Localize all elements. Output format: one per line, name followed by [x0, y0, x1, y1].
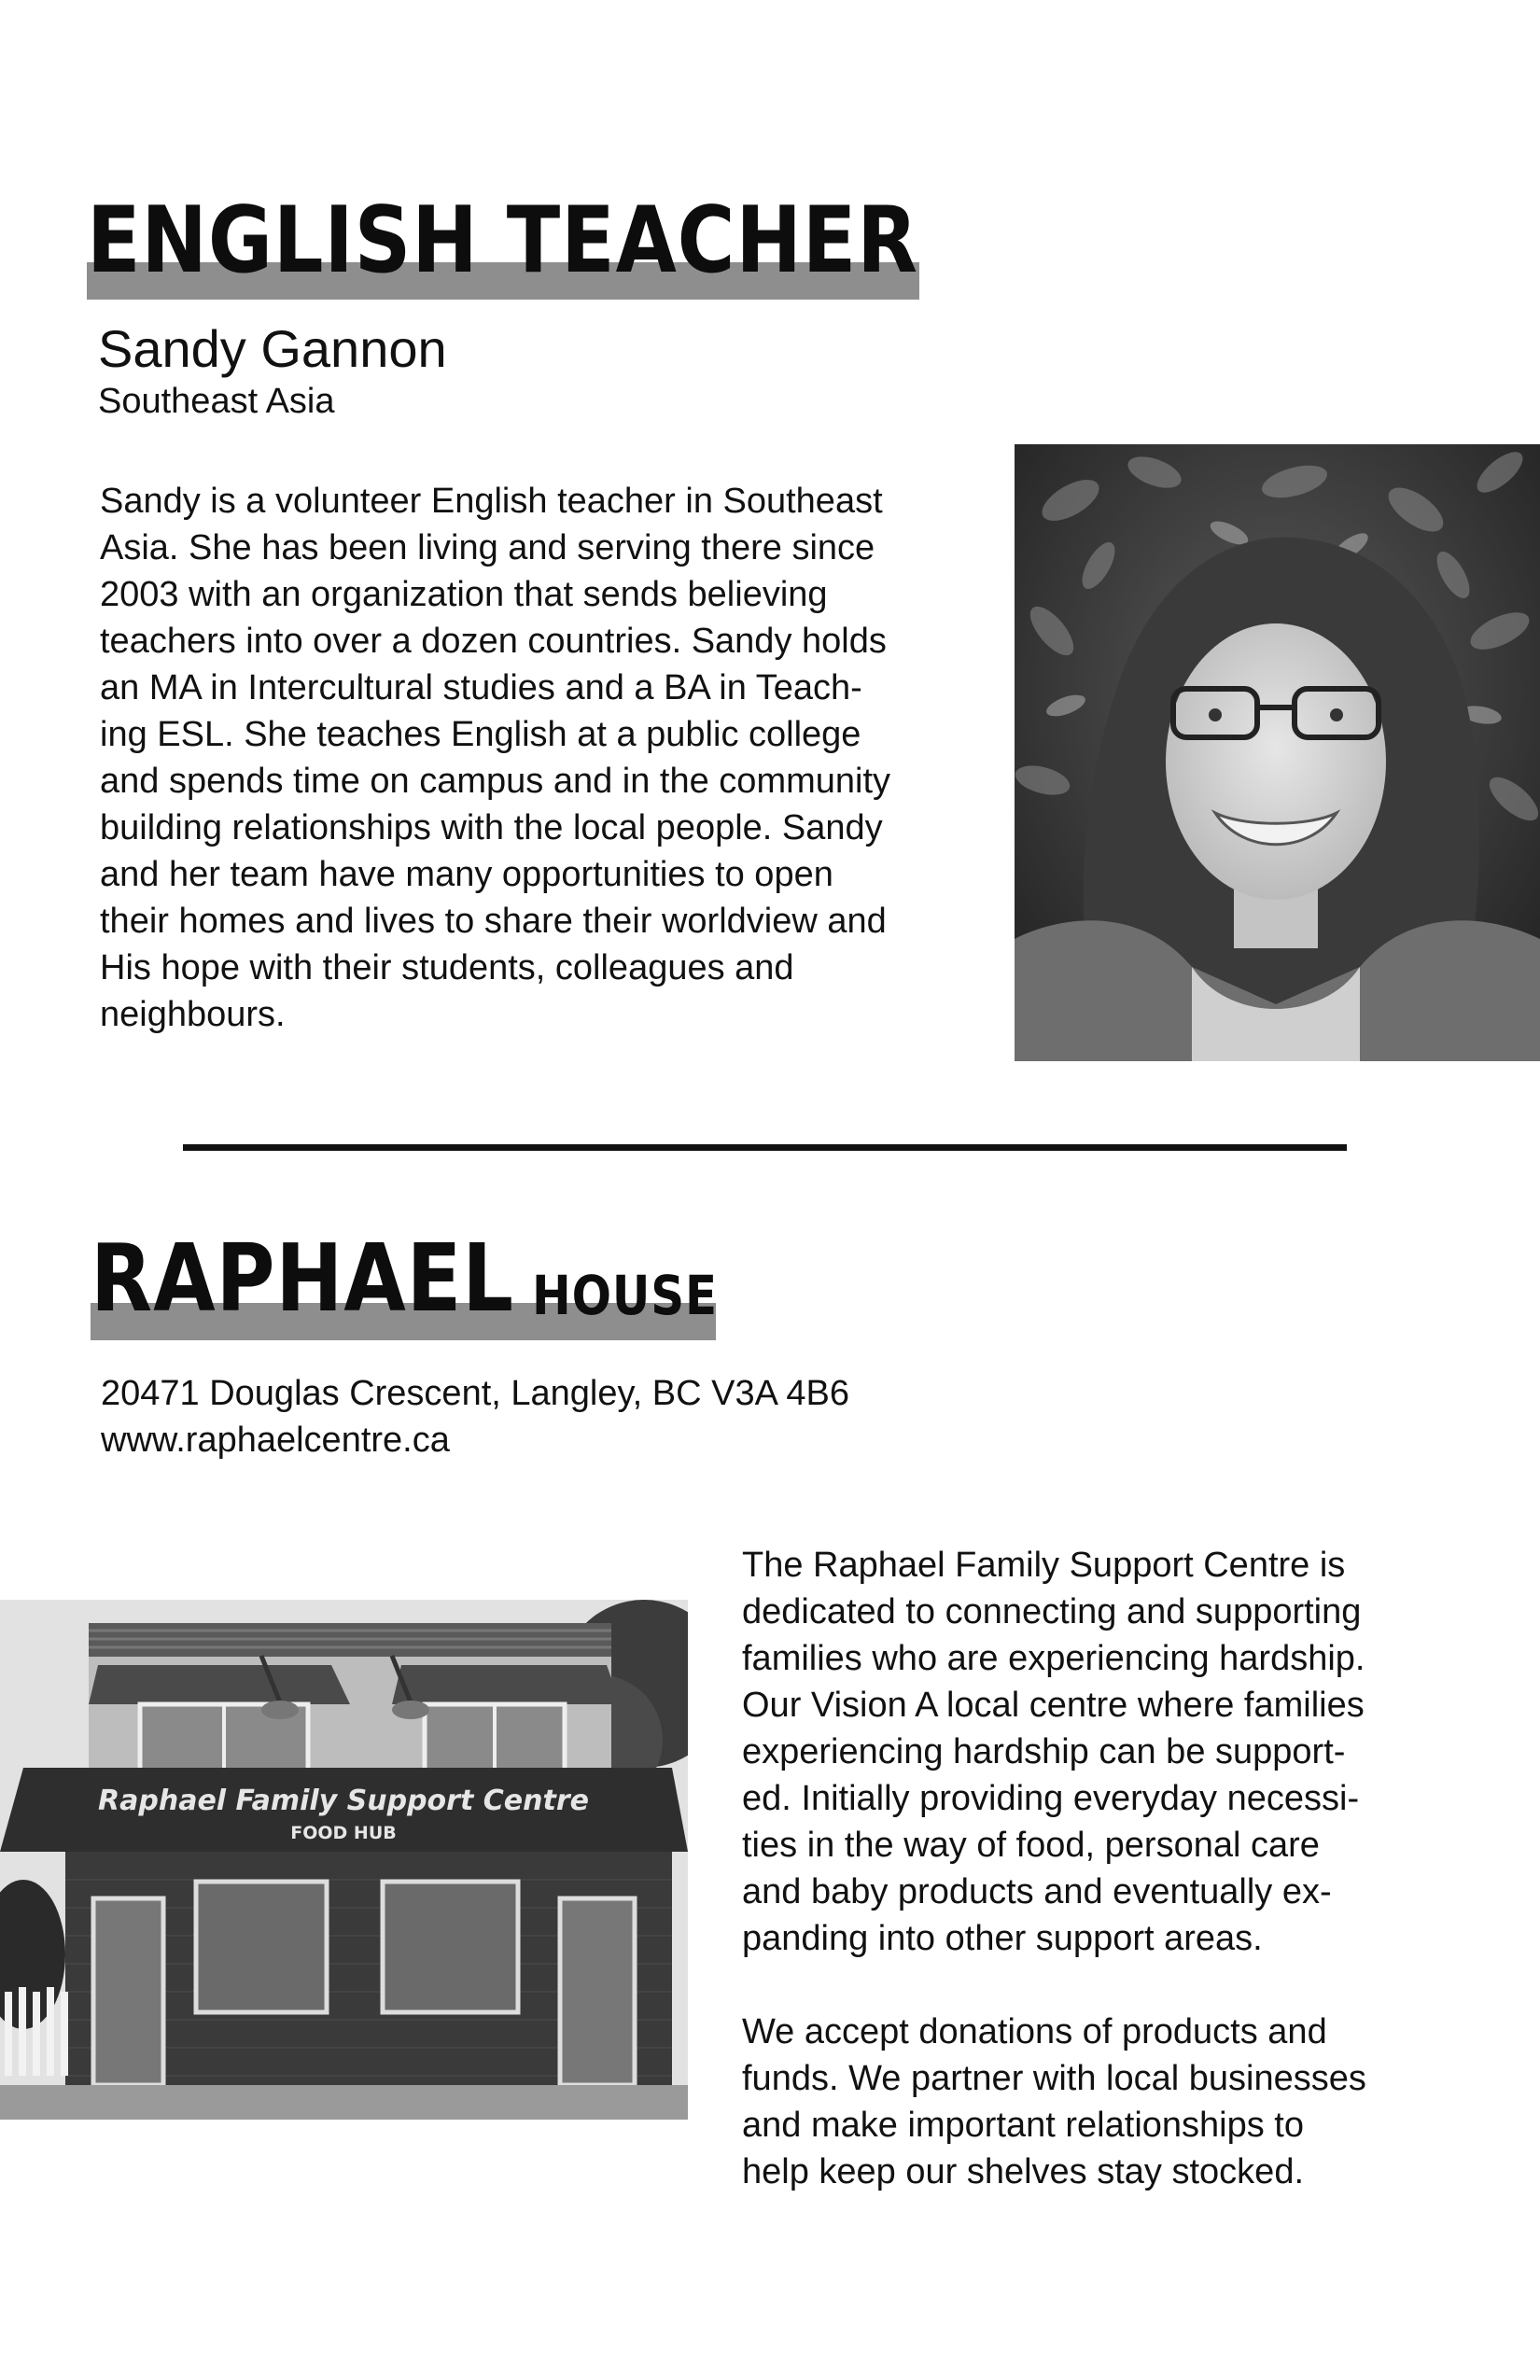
raphael-house-heading — [91, 1224, 725, 1342]
description-line: dedicated to connecting and supporting — [742, 1592, 1362, 1631]
bio-line: building relationships with the local people. Sandy — [100, 808, 883, 847]
description-line: ties in the way of food, personal care — [742, 1826, 1320, 1865]
donation-line: funds. We partner with local businesses — [742, 2059, 1366, 2098]
raphael-title-small: HOUSE — [532, 1264, 718, 1327]
bio-line: teachers into over a dozen countries. Sandy holds — [100, 622, 887, 661]
bio-line: and spends time on campus and in the community — [100, 762, 891, 801]
description-line: The Raphael Family Support Centre is — [742, 1546, 1346, 1585]
bio-line: His hope with their students, colleagues and — [100, 948, 794, 987]
portrait-illustration — [1015, 444, 1540, 1061]
teacher-name: Sandy Gannon — [98, 319, 447, 378]
raphael-description — [742, 1542, 1526, 2195]
raphael-address: 20471 Douglas Crescent, Langley, BC V3A 4B6 — [101, 1374, 850, 1413]
donation-line: help keep our shelves stay stocked. — [742, 2152, 1305, 2191]
bio-line: an MA in Intercultural studies and a BA in Teach- — [100, 668, 862, 707]
teacher-bio — [100, 478, 996, 1038]
raphael-title-main: RAPHAEL — [91, 1224, 514, 1333]
donation-line: and make important relationships to — [742, 2106, 1304, 2145]
english-teacher-title: ENGLISH TEACHER — [87, 188, 918, 294]
description-line: panding into other support areas. — [742, 1919, 1263, 1958]
bio-line: Sandy is a volunteer English teacher in Southeast — [100, 482, 883, 521]
awning-subtitle: FOOD HUB — [290, 1823, 397, 1843]
raphael-website[interactable]: www.raphaelcentre.ca — [101, 1421, 450, 1460]
bio-line: their homes and lives to share their worldview and — [100, 902, 887, 941]
teacher-region: Southeast Asia — [98, 382, 335, 421]
description-line: Our Vision A local centre where families — [742, 1686, 1365, 1725]
description-line: and baby products and eventually ex- — [742, 1872, 1332, 1911]
bio-line: and her team have many opportunities to open — [100, 855, 833, 894]
bio-line: 2003 with an organization that sends believing — [100, 575, 828, 614]
description-line: experiencing hardship can be support- — [742, 1732, 1346, 1771]
description-line: families who are experiencing hardship. — [742, 1639, 1365, 1678]
description-line: ed. Initially providing everyday necessi- — [742, 1779, 1360, 1818]
english-teacher-heading — [87, 188, 927, 299]
donation-line: We accept donations of products and — [742, 2012, 1327, 2051]
bio-line: Asia. She has been living and serving there since — [100, 528, 875, 567]
teacher-portrait-photo — [1015, 444, 1540, 1061]
bio-line: neighbours. — [100, 995, 286, 1034]
building-illustration — [0, 1600, 688, 2120]
raphael-building-photo — [0, 1600, 688, 2120]
bio-line: ing ESL. She teaches English at a public college — [100, 715, 861, 754]
section-divider — [183, 1144, 1347, 1151]
awning-title: Raphael Family Support Centre — [98, 1785, 589, 1817]
